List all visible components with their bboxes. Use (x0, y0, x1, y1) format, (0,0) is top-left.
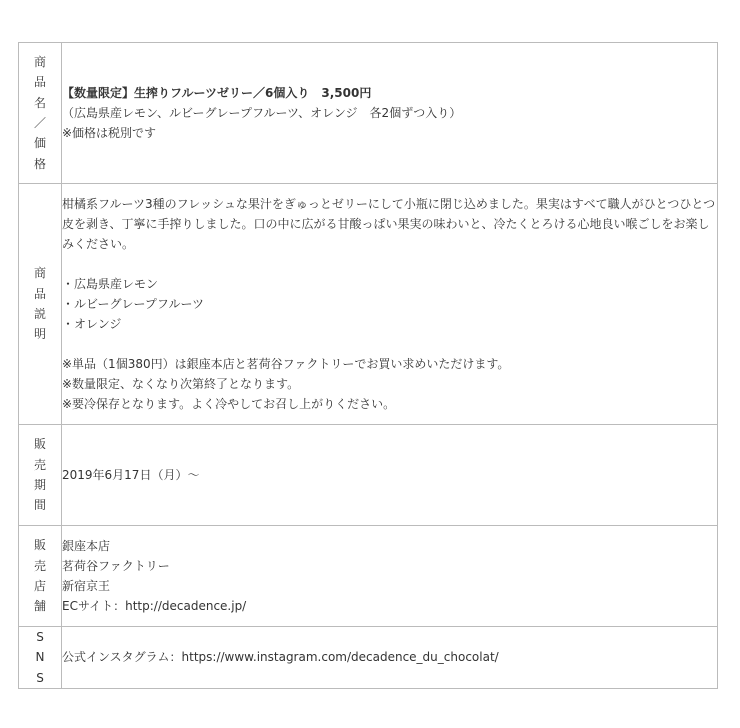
description-cell (62, 184, 718, 425)
tax-note: ※価格は税別です (62, 126, 157, 140)
row-header-label: 販売店舗 (33, 538, 46, 614)
store-item-ec: ECサイト：http://decadence.jp/ (62, 599, 247, 613)
row-header-label: 商品説明 (33, 266, 46, 342)
product-contents: （広島県産レモン、ルビーグレープフルーツ、オレンジ 各2個ずつ入り） (62, 106, 462, 120)
table-row-period (19, 425, 718, 526)
note-item: ※数量限定、なくなり次第終了となります。 (62, 377, 300, 391)
table-row-description (19, 184, 718, 425)
list-item: ・オレンジ (62, 317, 122, 331)
list-item: ・広島県産レモン (62, 277, 159, 291)
stores-cell (62, 526, 718, 627)
period-cell (62, 425, 718, 526)
note-item: ※単品（1個380円）は銀座本店と茗荷谷ファクトリーでお買い求めいただけます。 (62, 357, 510, 371)
list-item: ・ルビーグレープフルーツ (62, 297, 204, 311)
note-item: ※要冷保存となります。よく冷やしてお召し上がりください。 (62, 397, 396, 411)
row-header-price (19, 43, 62, 184)
instagram-link: 公式インスタグラム：https://www.instagram.com/decadence_du_chocolat/ (62, 650, 499, 665)
sale-period: 2019年6月17日（月）～ (62, 468, 200, 482)
table-row-price (19, 43, 718, 184)
row-header-description (19, 184, 62, 425)
row-header-sns (19, 627, 62, 689)
table-row-sns (19, 627, 718, 689)
row-header-label: SNS (35, 630, 45, 685)
description-text: 柑橘系フルーツ3種のフレッシュな果汁をぎゅっとゼリーにして小瓶に閉じ込めました。果実はすべて職人がひとつひとつ皮を剥き、丁寧に手搾りしました。口の中に広がる甘酸っぱい果実の味わいと、冷たくとろける心地良い喉ごしをお楽しみください。 (62, 197, 716, 251)
store-item: 銀座本店 (62, 539, 111, 553)
table-row-stores (19, 526, 718, 627)
store-item: 茗荷谷ファクトリー (62, 559, 170, 573)
row-header-period (19, 425, 62, 526)
row-header-label: 販売期間 (33, 437, 46, 513)
row-header-label: 商品名／価格 (33, 55, 46, 171)
price-cell (62, 43, 718, 184)
row-header-stores (19, 526, 62, 627)
store-item: 新宿京王 (62, 579, 111, 593)
product-info-table (18, 42, 718, 689)
sns-cell (62, 627, 718, 689)
product-title: 【数量限定】生搾りフルーツゼリー／6個入り 3,500円 (62, 86, 372, 100)
